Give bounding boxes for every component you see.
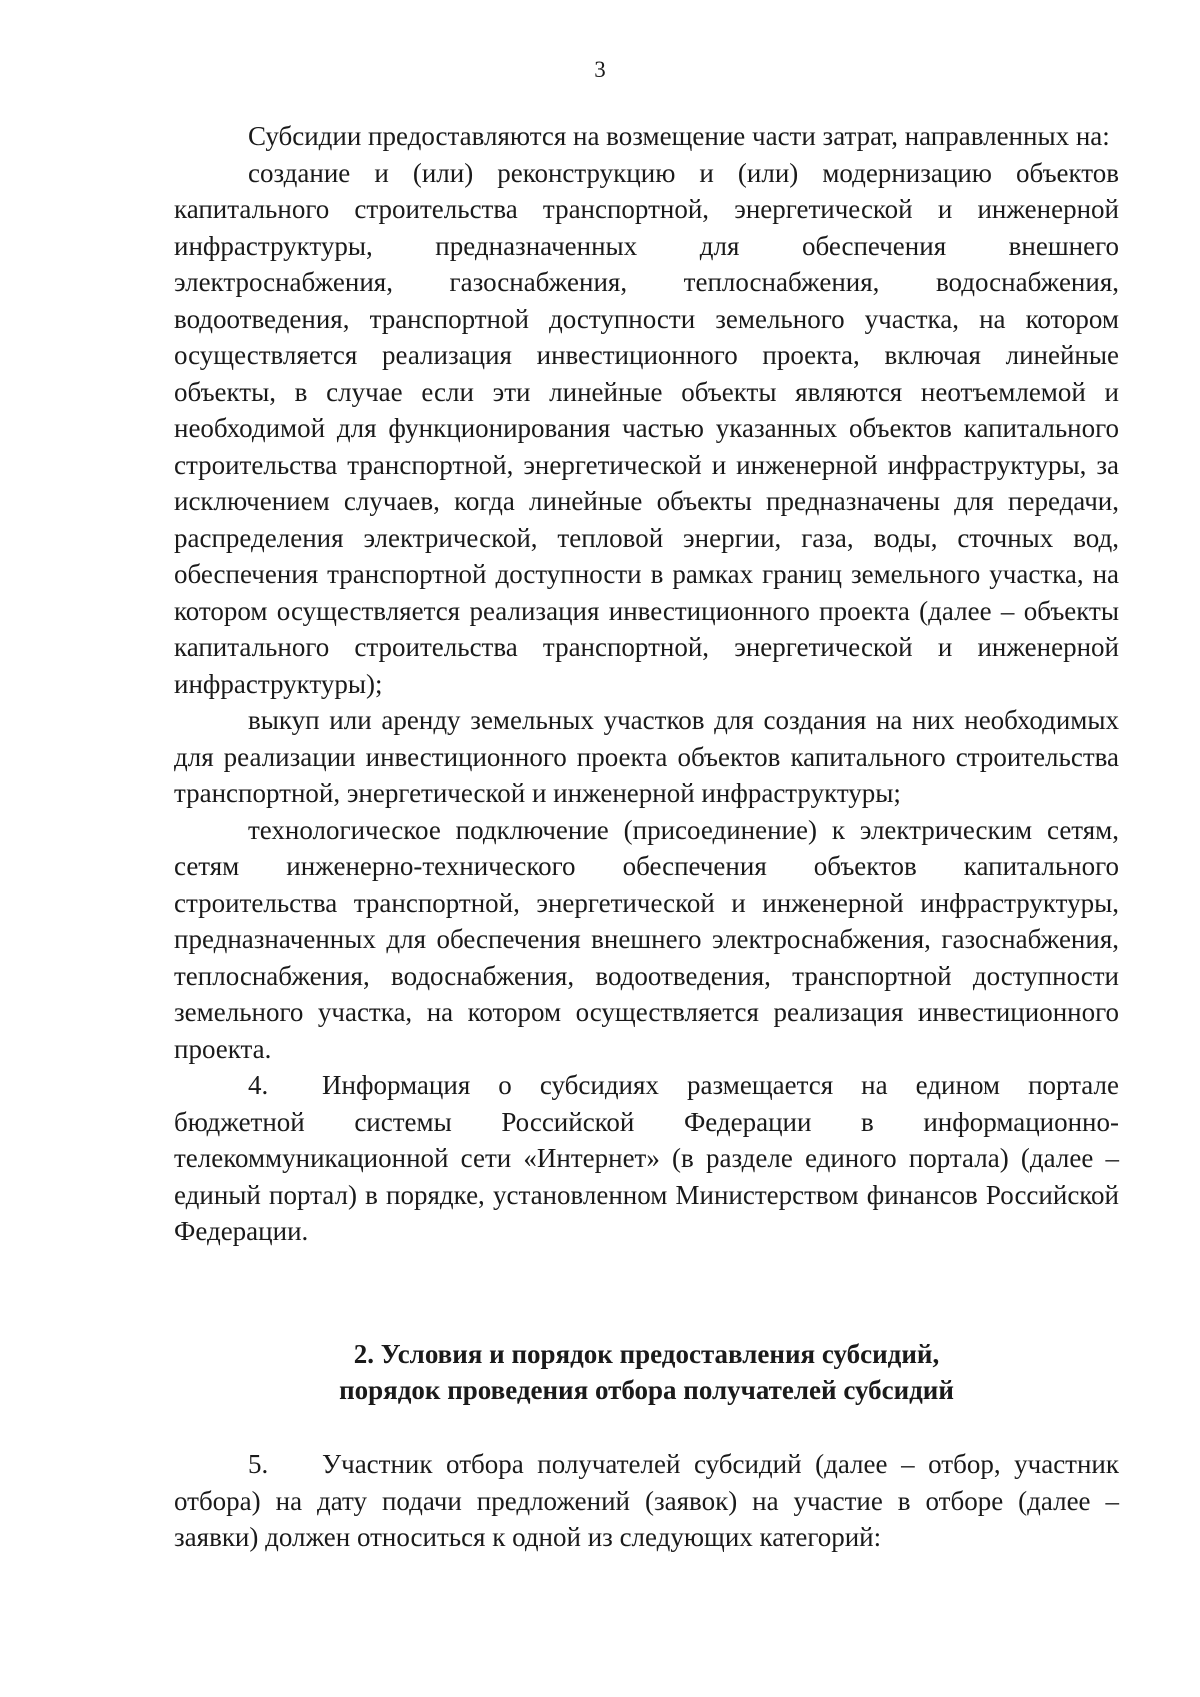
section-heading-line-1: 2. Условия и порядок предоставления субсидий, xyxy=(353,1339,940,1369)
section-heading-line-2: порядок проведения отбора получателей субсидий xyxy=(339,1375,954,1405)
item-4-text: Информация о субсидиях размещается на едином портале бюджетной системы Российской Федерации в информационно-телекоммуникационной сети «Интернет» (в разделе единого портала) (далее – единый портал) в порядке, установленном Министерством финансов Российской Федерации. xyxy=(174,1070,1119,1246)
item-4 xyxy=(174,1067,1119,1250)
document-body xyxy=(174,118,1119,1250)
item-5-text: Участник отбора получателей субсидий (далее – отбор, участник отбора) на дату подачи предложений (заявок) на участие в отборе (далее – заявки) должен относиться к одной из следующих категорий: xyxy=(174,1449,1119,1552)
paragraph-construction: создание и (или) реконструкцию и (или) модернизацию объектов капитального строительства транспортной, энергетической и инженерной инфраструктуры, предназначенных для обеспечения внешнего электроснабжения, газоснабжения, теплоснабжения, водоснабжения, водоотведения, транспортной доступности земельного участка, на котором осуществляется реализация инвестиционного проекта, включая линейные объекты, в случае если эти линейные объекты являются неотъемлемой и необходимой для функционирования частью указанных объектов капитального строительства транспортной, энергетической и инженерной инфраструктуры, за исключением случаев, когда линейные объекты предназначены для передачи, распределения электрической, тепловой энергии, газа, воды, сточных вод, обеспечения транспортной доступности в рамках границ земельного участка, на котором осуществляется реализация инвестиционного проекта (далее – объекты капитального строительства транспортной, энергетической и инженерной инфраструктуры); xyxy=(174,157,1119,699)
page-number: 3 xyxy=(594,57,606,82)
item-5-number: 5. xyxy=(248,1449,269,1479)
item-4-number: 4. xyxy=(248,1070,269,1100)
paragraph-subsidies-intro: Субсидии предоставляются на возмещение части затрат, направленных на: xyxy=(248,121,1110,151)
section-heading xyxy=(174,1336,1119,1408)
paragraph-land-purchase: выкуп или аренду земельных участков для создания на них необходимых для реализации инвестиционного проекта объектов капитального строительства транспортной, энергетической и инженерной инфраструктуры; xyxy=(174,705,1119,808)
document-body-section-2 xyxy=(174,1446,1119,1556)
paragraph-connection: технологическое подключение (присоединение) к электрическим сетям, сетям инженерно-технического обеспечения объектов капитального строительства транспортной, энергетической и инженерной инфраструктуры, предназначенных для обеспечения внешнего электроснабжения, газоснабжения, теплоснабжения, водоснабжения, водоотведения, транспортной доступности земельного участка, на котором осуществляется реализация инвестиционного проекта. xyxy=(174,814,1119,1064)
item-5 xyxy=(174,1446,1119,1556)
